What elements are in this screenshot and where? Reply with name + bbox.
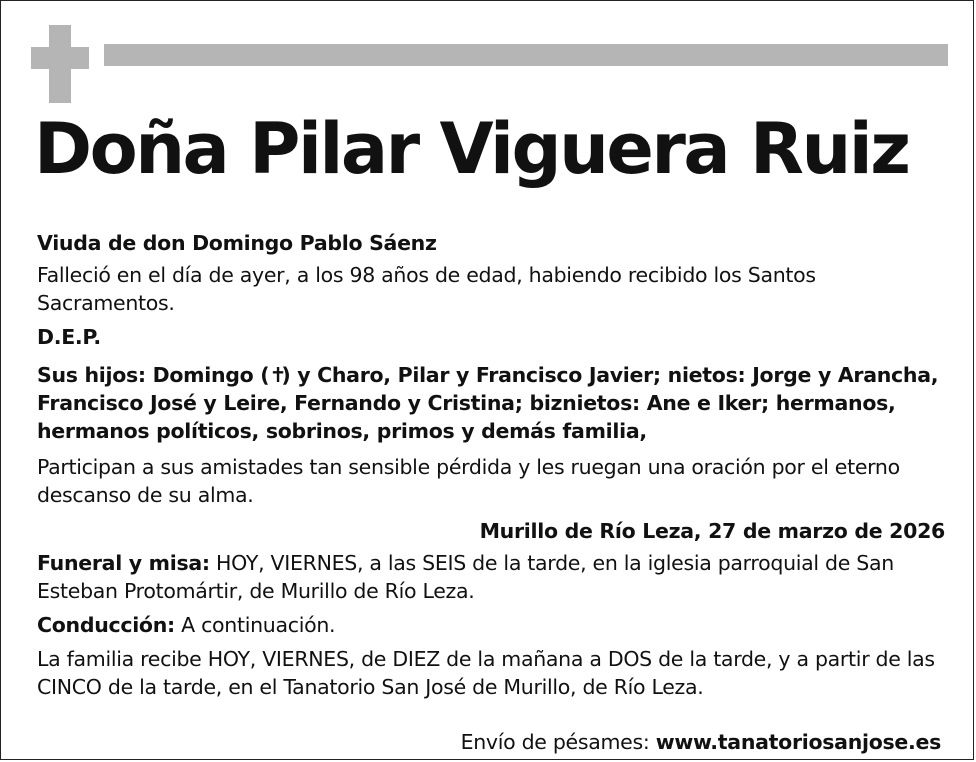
cross-icon <box>31 25 89 103</box>
conduction-label: Conducción: <box>37 613 175 637</box>
conduction-paragraph <box>37 611 945 639</box>
funeral-label: Funeral y misa: <box>37 551 210 575</box>
funeral-paragraph <box>37 549 945 605</box>
funeral-text: HOY, VIERNES, a las SEIS de la tarde, en la iglesia parroquial de San Esteban Protomártir, de Murillo de Río Leza. <box>37 551 894 603</box>
conduction-text: A continuación. <box>174 613 336 637</box>
small-cross-icon: ✝ <box>269 363 287 387</box>
family-list <box>37 361 945 445</box>
place-date: Murillo de Río Leza, 27 de marzo de 2026 <box>479 519 945 543</box>
message-paragraph: Participan a sus amistades tan sensible pérdida y les ruegan una oración por el eterno descanso de su alma. <box>37 455 900 507</box>
visitation-paragraph: La familia recibe HOY, VIERNES, de DIEZ de la mañana a DOS de la tarde, y a partir de las CINCO de la tarde, en el Tanatorio San José de Murillo, de Río Leza. <box>37 647 935 699</box>
header-bar <box>104 44 948 66</box>
death-line: Falleció en el día de ayer, a los 98 años de edad, habiendo recibido los Santos Sacramentos. <box>37 263 816 315</box>
obituary-body <box>37 229 945 701</box>
family-text-part2: ) y Charo, Pilar y Francisco Javier; nietos: Jorge y Arancha, Francisco José y Leire, Fernando y Cristina; biznietos: Ane e Iker; hermanos, hermanos políticos, sobrinos, primos y demás familia, <box>37 363 939 443</box>
widow-line: Viuda de don Domingo Pablo Sáenz <box>37 231 437 255</box>
dep-line: D.E.P. <box>37 325 101 349</box>
deceased-name: Doña Pilar Viguera Ruiz <box>34 108 909 190</box>
condolences-line <box>37 728 941 756</box>
condolences-link[interactable]: www.tanatoriosanjose.es <box>655 730 941 754</box>
family-text-part1: Sus hijos: Domingo ( <box>37 363 270 387</box>
condolences-label: Envío de pésames: <box>460 730 656 754</box>
